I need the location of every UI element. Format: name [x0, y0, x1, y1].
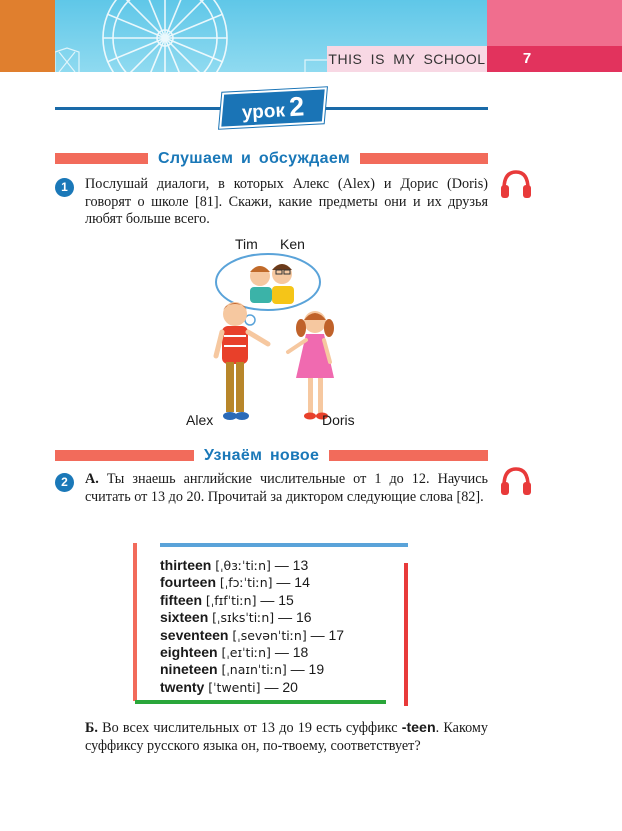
transcription: [ˌfɔːˈtiːn] [219, 575, 273, 591]
dash: — [274, 557, 289, 573]
number-value: 18 [292, 644, 309, 661]
list-item [160, 592, 400, 609]
part-b-body-2: . Какому суффиксу русского языка он, по-твоему, соответствует? [85, 720, 489, 754]
label-alex: Alex [186, 412, 214, 428]
section-title-listen: Слушаем и обсуждаем [148, 147, 360, 171]
numbers-box-left-border [133, 543, 137, 701]
list-item [160, 609, 400, 626]
lesson-word: урок [241, 100, 286, 124]
lesson-number: 2 [288, 91, 306, 123]
unit-title: THIS IS MY SCHOOL [328, 51, 486, 67]
part-a-letter: А. [85, 471, 99, 487]
label-doris: Doris [322, 412, 355, 428]
part-b-body-1: Во всех числительных от 13 до 19 есть суффикс [102, 720, 398, 736]
number-word: fifteen [160, 591, 202, 608]
list-item [160, 574, 400, 591]
dash: — [260, 591, 275, 608]
number-word: eighteen [160, 644, 218, 661]
dash: — [278, 609, 293, 626]
number-value: 16 [295, 609, 312, 626]
numbers-box-right-border [404, 563, 408, 706]
transcription: [ˌnaɪnˈtiːn] [221, 662, 287, 678]
task-number-1: 1 [55, 178, 74, 197]
number-value: 15 [278, 591, 294, 608]
part-b-letter: Б. [85, 720, 98, 736]
transcription: [ˌeɪˈtiːn] [221, 645, 271, 661]
dash: — [264, 678, 279, 695]
transcription: [ˌsɪksˈtiːn] [212, 610, 275, 626]
dash: — [290, 661, 305, 678]
list-item [160, 557, 400, 574]
transcription: [ˈtwenti] [208, 679, 261, 695]
header-orange-block [0, 0, 55, 72]
list-item [160, 679, 400, 696]
children-illustration [180, 232, 370, 432]
number-word: fourteen [160, 574, 216, 591]
number-value: 14 [294, 574, 310, 591]
dash: — [276, 574, 291, 591]
number-word: sixteen [160, 609, 209, 626]
number-word: twenty [160, 678, 205, 695]
list-item [160, 661, 400, 678]
page-number: 7 [522, 50, 532, 67]
list-item [160, 644, 400, 661]
list-item [160, 627, 400, 644]
number-value: 13 [292, 557, 309, 573]
numbers-box-bottom-border [135, 700, 386, 704]
number-word: nineteen [160, 661, 218, 678]
transcription: [ˌsevənˈtiːn] [232, 627, 307, 643]
dash: — [310, 626, 325, 643]
transcription: [ˌfɪfˈtiːn] [205, 592, 257, 608]
alex-face [223, 302, 247, 326]
number-value: 19 [308, 661, 325, 678]
headphones-icon [499, 167, 533, 201]
section-title-learn: Узнаём новое [194, 444, 329, 468]
task-number-2: 2 [55, 473, 74, 492]
label-tim: Tim [235, 236, 258, 252]
task-1-text: Послушай диалоги, в которых Алекс (Alex) и Дорис (Doris) говорят о школе [81]. Скажи, какие предметы они и их друзья любят больше всего. [85, 176, 488, 227]
headphones-icon [499, 464, 533, 498]
part-a-body: Ты знаешь английские числительные от 1 до 12. Научись считать от 13 до 20. Прочитай за диктором следующие слова [82]. [85, 471, 488, 505]
task-2b-text [85, 720, 488, 755]
label-ken: Ken [280, 236, 305, 252]
lesson-title [220, 87, 326, 128]
number-value: 17 [328, 626, 345, 643]
number-word: thirteen [160, 557, 212, 573]
numbers-list [160, 557, 400, 696]
numbers-box-top-border [160, 543, 408, 547]
number-word: seventeen [160, 626, 229, 643]
dash: — [274, 644, 289, 661]
task-2a-text [85, 471, 488, 506]
part-b-suffix: -teen [401, 720, 436, 736]
transcription: [ˌθɜːˈtiːn] [215, 558, 271, 573]
number-value: 20 [282, 678, 298, 695]
